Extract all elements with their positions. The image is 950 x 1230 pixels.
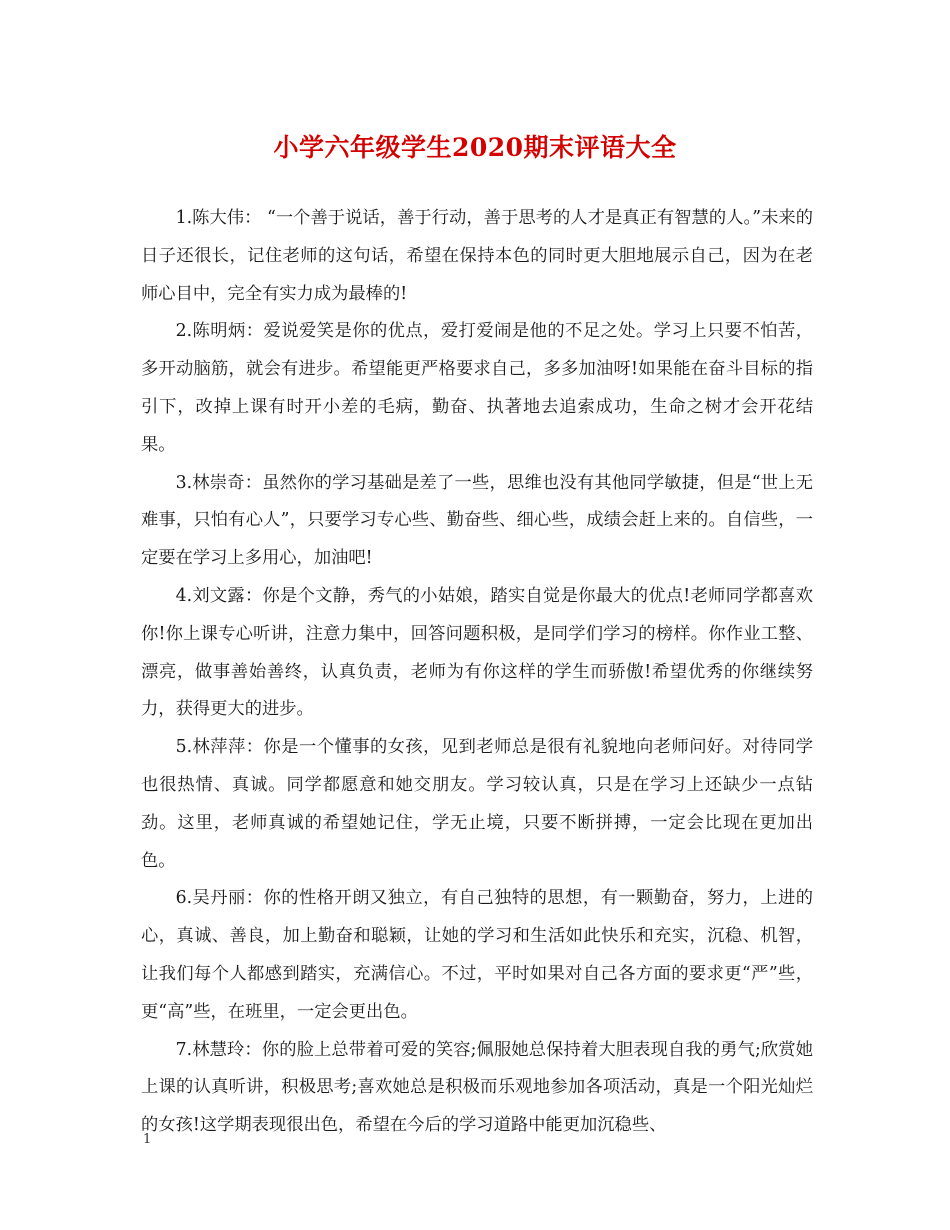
page-number: 1 xyxy=(143,1132,152,1147)
comment-paragraph-6: 6.吴丹丽：你的性格开朗又独立，有自己独特的思想，有一颗勤奋，努力，上进的心，真诚、善良，加上勤奋和聪颖，让她的学习和生活如此快乐和充实，沉稳、机智，让我们每个人都感到踏实，充满信心。不过，平时如果对自己各方面的要求更“严”些，更“高”些，在班里，一定会更出色。 xyxy=(141,888,813,1022)
comment-paragraph-4: 4.刘文露：你是个文静，秀气的小姑娘，踏实自觉是你最大的优点!老师同学都喜欢你!你上课专心听讲，注意力集中，回答问题积极，是同学们学习的榜样。你作业工整、漂亮，做事善始善终，认真负责，老师为有你这样的学生而骄傲!希望优秀的你继续努力，获得更大的进步。 xyxy=(141,585,813,720)
comment-paragraph-3: 3.林崇奇：虽然你的学习基础是差了一些，思维也没有其他同学敏捷，但是“世上无难事，只怕有心人”，只要学习专心些、勤奋些、细心些，成绩会赶上来的。自信些，一定要在学习上多用心，加油吧! xyxy=(141,472,813,569)
document-body xyxy=(141,200,813,1145)
comment-paragraph-7: 7.林慧玲：你的脸上总带着可爱的笑容;佩服她总保持着大胆表现自我的勇气;欣赏她上课的认真听讲，积极思考;喜欢她总是积极而乐观地参加各项活动，真是一个阳光灿烂的女孩!这学期表现很出色，希望在今后的学习道路中能更加沉稳些、 xyxy=(141,1039,813,1136)
page-title: 小学六年级学生2020期末评语大全 xyxy=(273,133,677,162)
comment-paragraph-2: 2.陈明炳：爱说爱笑是你的优点，爱打爱闹是他的不足之处。学习上只要不怕苦，多开动脑筋，就会有进步。希望能更严格要求自己，多多加油呀!如果能在奋斗目标的指引下，改掉上课有时开小差的毛病，勤奋、执著地去追索成功，生命之树才会开花结果。 xyxy=(141,321,813,455)
comment-paragraph-5: 5.林萍萍：你是一个懂事的女孩，见到老师总是很有礼貌地向老师问好。对待同学也很热情、真诚。同学都愿意和她交朋友。学习较认真，只是在学习上还缺少一点钻劲。这里，老师真诚的希望她记住，学无止境，只要不断拼搏，一定会比现在更加出色。 xyxy=(141,737,813,871)
comment-paragraph-1: 1.陈大伟： “一个善于说话，善于行动，善于思考的人才是真正有智慧的人。”未来的日子还很长，记住老师的这句话，希望在保持本色的同时更大胆地展示自己，因为在老师心目中，完全有实力成为最棒的! xyxy=(141,208,813,304)
